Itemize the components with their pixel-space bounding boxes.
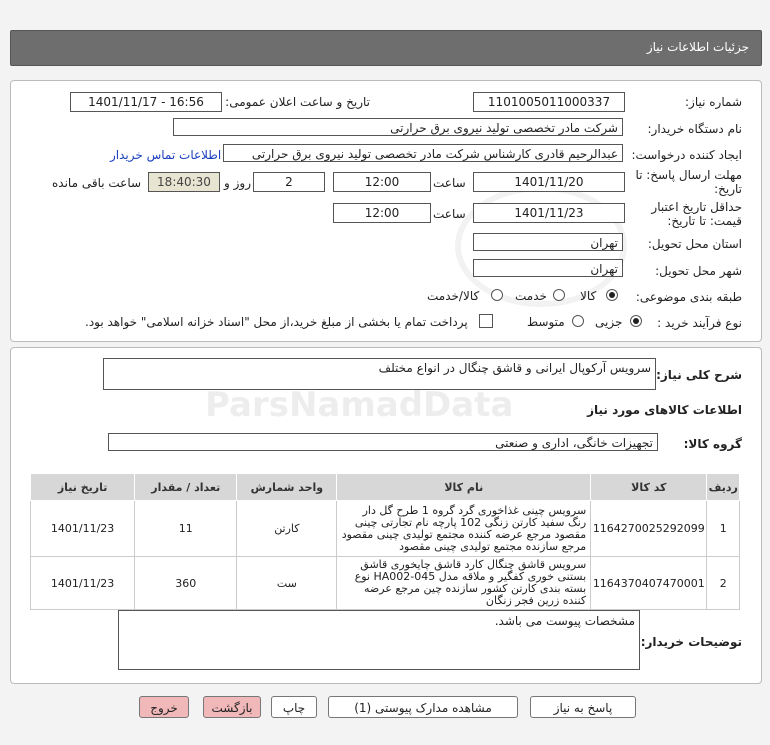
creator-label: ایجاد کننده درخواست: [631,148,742,162]
category-radio-service[interactable] [553,289,565,301]
summary-label: شرح کلی نیاز: [656,368,742,382]
treasury-payment-note: پرداخت تمام یا بخشی از مبلغ خرید،از محل "اسناد خزانه اسلامی" خواهد بود. [85,315,468,329]
process-radio-medium[interactable] [572,315,584,327]
cell-name: سرویس قاشق چنگال کارد قاشق چایخوری قاشق بستنی خوری کفگیر و ملاقه مدل HA002-045 نوع بسته بندی کارتن کشور سازنده چین مرجع عرضه کننده زرین فجر زنگان [337,557,591,610]
col-name: نام کالا [337,474,591,501]
col-code: کد کالا [591,474,707,501]
back-button[interactable]: بازگشت [203,696,261,718]
treasury-payment-checkbox[interactable] [479,314,493,328]
print-button[interactable]: چاپ [271,696,317,718]
need-number-field: 1101005011000337 [473,92,625,112]
announce-field: 1401/11/17 - 16:56 [70,92,222,112]
cell-code: 1164370407470001 [591,557,707,610]
buyer-notes-field: مشخصات پیوست می باشد. [118,610,640,670]
goods-table-header [31,474,740,501]
price-validity-time-field: 12:00 [333,203,431,223]
cell-date: 1401/11/23 [31,557,135,610]
cell-qty: 360 [135,557,237,610]
goods-group-label: گروه کالا: [683,437,742,451]
process-label: نوع فرآیند خرید : [657,316,742,330]
col-unit: واحد شمارش [237,474,337,501]
category-option-goods: کالا [580,289,597,303]
process-option-minor: جزیی [595,315,623,329]
goods-table [30,473,740,610]
process-radio-minor[interactable] [630,315,642,327]
cell-date: 1401/11/23 [31,501,135,557]
days-label: روز و [224,176,251,190]
price-validity-time-label: ساعت [433,207,466,221]
price-validity-label-1: حداقل تاریخ اعتبار [651,200,742,214]
remaining-label: ساعت باقی مانده [52,176,142,190]
process-option-medium: متوسط [527,315,565,329]
cell-code: 1164270025292099 [591,501,707,557]
cell-name: سرویس چینی غذاخوری گرد گروه 1 طرح گل دار رنگ سفید کارتن زنگی 102 پارچه نام تجارتی چینی مقصود مرجع عرضه کننده مجتمع تولیدی چینی مقصود مرجع سازنده مجتمع تولیدی چینی مقصود [337,501,591,557]
category-radio-goods[interactable] [606,289,618,301]
view-attachments-button[interactable]: مشاهده مدارک پیوستی (1) [328,696,518,718]
goods-group-field: تجهیزات خانگی، اداری و صنعتی [108,433,658,451]
summary-field: سرویس آرکوپال ایرانی و قاشق چنگال در انواع مختلف [103,358,656,390]
price-validity-label-2: قیمت: تا تاریخ: [667,214,742,228]
city-label: شهر محل تحویل: [655,264,742,278]
reply-button[interactable]: پاسخ به نیاز [530,696,636,718]
days-field: 2 [253,172,325,192]
price-validity-date-field: 1401/11/23 [473,203,625,223]
goods-info-title: اطلاعات کالاهای مورد نیاز [587,403,742,417]
cell-row: 1 [707,501,740,557]
cell-row: 2 [707,557,740,610]
col-date: تاریخ نیاز [31,474,135,501]
buyer-label: نام دستگاه خریدار: [647,122,742,136]
col-qty: تعداد / مقدار [135,474,237,501]
category-option-service: خدمت [515,289,547,303]
city-field: تهران [473,259,623,277]
announce-label: تاریخ و ساعت اعلان عمومی: [225,95,370,109]
reply-time-label: ساعت [433,176,466,190]
reply-deadline-label-1: مهلت ارسال پاسخ: تا [635,168,742,182]
cell-unit: ست [237,557,337,610]
province-label: استان محل تحویل: [647,237,742,251]
page-header [10,30,762,66]
reply-time-field: 12:00 [333,172,431,192]
table-row [31,501,740,557]
table-row [31,557,740,610]
remaining-time-field: 18:40:30 [148,172,220,192]
creator-field: عبدالرحیم قادری کارشناس شرکت مادر تخصصی تولید نیروی برق حرارتی [223,144,623,162]
cell-qty: 11 [135,501,237,557]
col-row: ردیف [707,474,740,501]
reply-date-field: 1401/11/20 [473,172,625,192]
buyer-notes-label: توضیحات خریدار: [640,635,742,649]
category-radio-both[interactable] [491,289,503,301]
reply-deadline-label-2: تاریخ: [714,182,742,196]
buyer-field: شرکت مادر تخصصی تولید نیروی برق حرارتی [173,118,623,136]
exit-button[interactable]: خروج [139,696,189,718]
cell-unit: کارتن [237,501,337,557]
need-number-label: شماره نیاز: [685,95,742,109]
category-label: طبقه بندی موضوعی: [635,290,742,304]
province-field: تهران [473,233,623,251]
page-title: جزئیات اطلاعات نیاز [646,40,749,54]
category-option-both: کالا/خدمت [427,289,480,303]
buyer-contact-link[interactable]: اطلاعات تماس خریدار [110,148,222,162]
